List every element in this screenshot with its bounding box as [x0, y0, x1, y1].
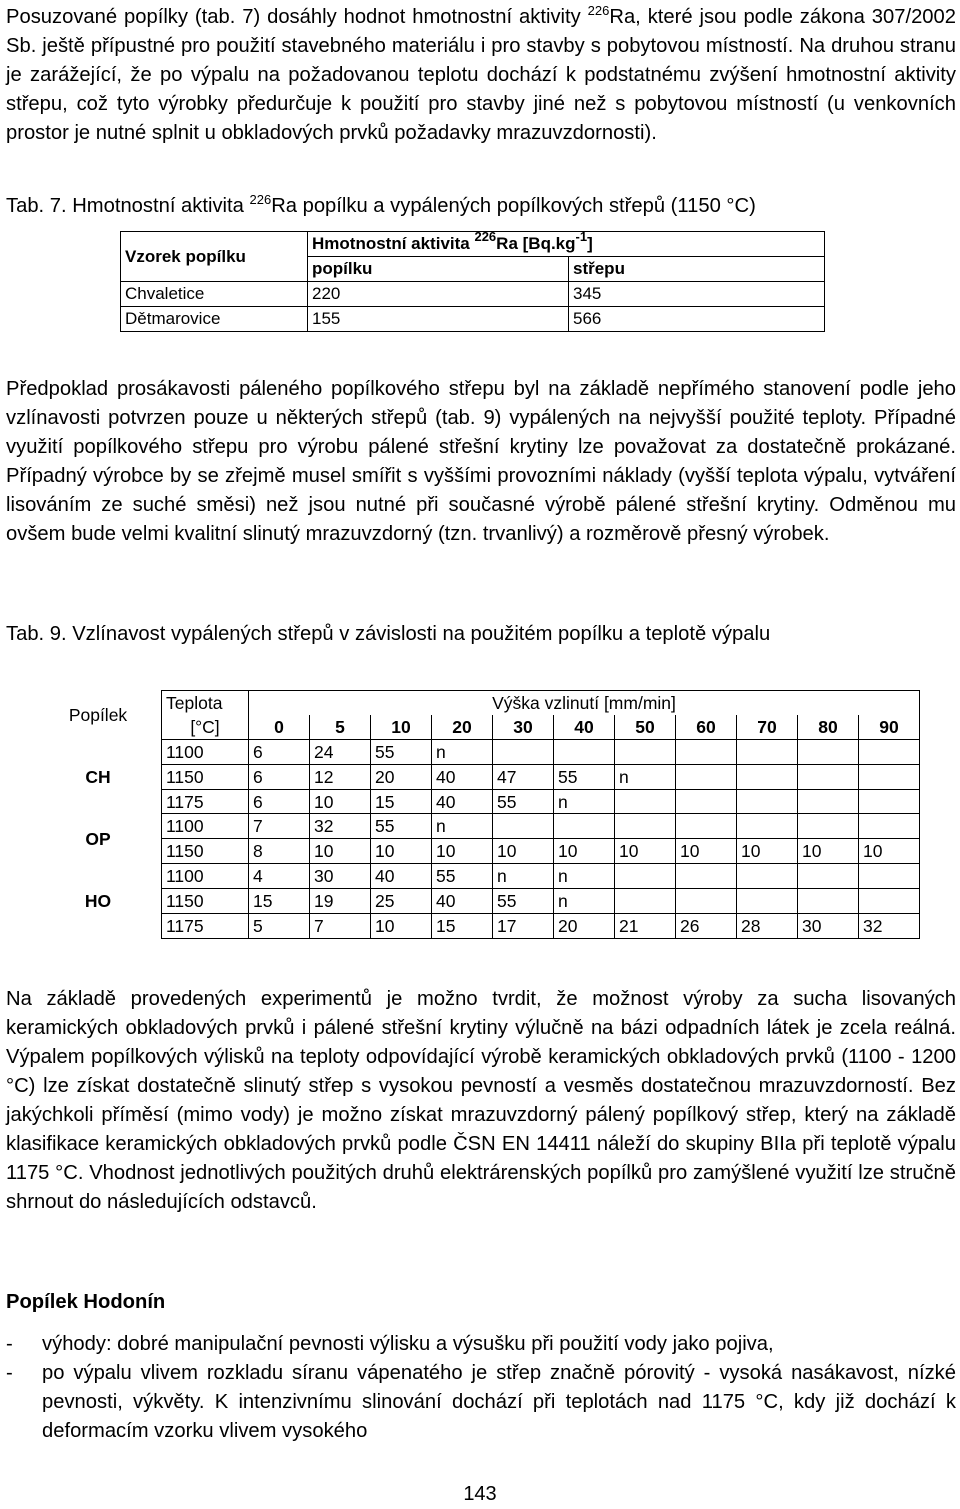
temp-cell: 1175: [162, 789, 249, 814]
list-item: - výhody: dobré manipulační pevnosti výlisku a výsušku při použití vody jako pojiva,: [6, 1330, 956, 1359]
value-cell: 10: [676, 839, 737, 864]
header-activity: Hmotnostní aktivita $^{226}$Ra $[Bq.kg^{-1}]$: [308, 232, 825, 257]
row-shard: 566: [569, 307, 825, 332]
value-cell: n: [554, 789, 615, 814]
value-cell: [615, 789, 676, 814]
value-cell: 17: [493, 914, 554, 939]
value-cell: 10: [310, 839, 371, 864]
temp-cell: 1100: [162, 864, 249, 889]
value-cell: 20: [371, 764, 432, 789]
value-cell: 28: [737, 914, 798, 939]
value-cell: [493, 814, 554, 839]
value-cell: 8: [249, 839, 310, 864]
value-cell: [737, 889, 798, 914]
row-name: Dětmarovice: [121, 307, 308, 332]
value-cell: 25: [371, 889, 432, 914]
value-cell: 30: [798, 914, 859, 939]
value-cell: 55: [371, 814, 432, 839]
table9-caption: Tab. 9. Vzlínavost vypálených střepů v závislosti na použitém popílku a teplotě výpalu: [6, 623, 771, 645]
time-col: 30: [493, 715, 554, 739]
temp-cell: 1100: [162, 814, 249, 839]
temp-cell: 1150: [162, 889, 249, 914]
table-row: [35, 839, 920, 864]
temp-cell: 1150: [162, 839, 249, 864]
time-col: 5: [310, 715, 371, 739]
value-cell: [615, 864, 676, 889]
time-col: 60: [676, 715, 737, 739]
capillarity-table: [35, 690, 920, 939]
value-cell: n: [432, 814, 493, 839]
value-cell: 15: [371, 789, 432, 814]
table7-caption: Tab. 7. Hmotnostní aktivita $^{226}$Ra popílku a vypálených popílkových střepů (1150 °C): [6, 192, 756, 217]
value-cell: 55: [371, 739, 432, 764]
value-cell: [859, 814, 920, 839]
value-cell: 10: [859, 839, 920, 864]
value-cell: n: [615, 764, 676, 789]
value-cell: [676, 864, 737, 889]
value-cell: 20: [554, 914, 615, 939]
value-cell: [615, 814, 676, 839]
value-cell: 10: [615, 839, 676, 864]
value-cell: [615, 889, 676, 914]
value-cell: 7: [249, 814, 310, 839]
temp-cell: 1175: [162, 914, 249, 939]
value-cell: [737, 814, 798, 839]
time-col: 70: [737, 715, 798, 739]
temp-cell: 1150: [162, 764, 249, 789]
value-cell: 10: [554, 839, 615, 864]
time-col: 80: [798, 715, 859, 739]
time-col: 10: [371, 715, 432, 739]
value-cell: [798, 814, 859, 839]
capillarity-table-body: [35, 739, 920, 938]
value-cell: [859, 739, 920, 764]
value-cell: [859, 889, 920, 914]
value-cell: [798, 739, 859, 764]
table-row: [35, 789, 920, 814]
header-temp-unit: [°C]: [162, 715, 249, 739]
value-cell: [615, 739, 676, 764]
header-sample: Vzorek popílku: [121, 232, 308, 282]
value-cell: [676, 814, 737, 839]
value-cell: n: [554, 864, 615, 889]
value-cell: 10: [737, 839, 798, 864]
value-cell: [798, 889, 859, 914]
subheader-shard: střepu: [569, 257, 825, 282]
value-cell: [676, 739, 737, 764]
table-row: [35, 739, 920, 764]
table-row: [121, 282, 825, 307]
value-cell: [798, 764, 859, 789]
page-number: 143: [463, 1483, 497, 1505]
value-cell: 40: [432, 764, 493, 789]
table-row: [35, 764, 920, 789]
value-cell: 10: [798, 839, 859, 864]
time-col: 40: [554, 715, 615, 739]
header-ash: Popílek: [68, 704, 128, 725]
table-row: [35, 889, 920, 914]
value-cell: [737, 739, 798, 764]
value-cell: 6: [249, 739, 310, 764]
section-heading: Popílek Hodonín: [6, 1291, 166, 1313]
row-name: Chvaletice: [121, 282, 308, 307]
value-cell: [554, 739, 615, 764]
value-cell: 15: [432, 914, 493, 939]
value-cell: 40: [432, 889, 493, 914]
value-cell: 10: [432, 839, 493, 864]
value-cell: 32: [310, 814, 371, 839]
table-row: [121, 307, 825, 332]
time-col: 90: [859, 715, 920, 739]
time-col: 0: [249, 715, 310, 739]
value-cell: 10: [310, 789, 371, 814]
value-cell: 40: [371, 864, 432, 889]
value-cell: [737, 789, 798, 814]
value-cell: [859, 764, 920, 789]
value-cell: 5: [249, 914, 310, 939]
value-cell: n: [554, 889, 615, 914]
value-cell: 12: [310, 764, 371, 789]
activity-table: [120, 231, 825, 332]
paragraph-3: Na základě provedených experimentů je možno tvrdit, že možnost výroby za sucha lisovaných keramických obkladových prvků i pálené střešní krytiny výlučně na bázi odpadních látek je zcela reálná. Výpalem popílkových výlisků na teploty odpovídající výrobě keramických obkladových prvků (1100 - 1200 °C) lze získat dostatečně slinutý střep s vysokou pevností a vesměs dostatečnou mrazuvzdorností. Bez jakýchkoli příměsí (mimo vody) je možno získat mrazuvzdorný pálený popílkový střep, který na základě klasifikace keramických obkladových prvků podle ČSN EN 14411 náleží do skupiny BIIa při teplotě výpalu 1175 °C. Vhodnost jednotlivých použitých druhů elektrárenských popílků pro zamýšlené využití lze stručně shrnout do následujících odstavců.: [6, 988, 956, 1213]
value-cell: [554, 814, 615, 839]
value-cell: 32: [859, 914, 920, 939]
value-cell: 55: [493, 889, 554, 914]
value-cell: [859, 864, 920, 889]
value-cell: [676, 889, 737, 914]
group-label: HO: [35, 864, 162, 939]
time-col: 50: [615, 715, 676, 739]
intro-paragraph: Posuzované popílky (tab. 7) dosáhly hodnot hmotnostní aktivity $^{226}$Ra, které jsou podle zákona 307/2002 Sb. ještě přípustné pro použití stavebného materiálu i pro stavby s pobytovou místností. Na druhou stranu je zarážející, že po výpalu na požadovanou teplotu dochází k podstatnému zvýšení hmotnostní aktivity střepu, což tyto výrobky předurčuje k použití pro stavby jiné než s pobytovou místností (u venkovních prostor je nutné splnit u obkladových prvků požadavky mrazuvzdornosti).: [6, 3, 956, 144]
value-cell: 26: [676, 914, 737, 939]
temp-cell: 1100: [162, 739, 249, 764]
row-ash: 155: [308, 307, 569, 332]
value-cell: [737, 864, 798, 889]
value-cell: 7: [310, 914, 371, 939]
value-cell: 55: [493, 789, 554, 814]
value-cell: [798, 789, 859, 814]
value-cell: 6: [249, 764, 310, 789]
value-cell: 24: [310, 739, 371, 764]
value-cell: 55: [554, 764, 615, 789]
table-row: [35, 914, 920, 939]
row-ash: 220: [308, 282, 569, 307]
value-cell: n: [432, 739, 493, 764]
subheader-ash: popílku: [308, 257, 569, 282]
value-cell: 4: [249, 864, 310, 889]
value-cell: 21: [615, 914, 676, 939]
table-row: [35, 814, 920, 839]
value-cell: 19: [310, 889, 371, 914]
group-label: CH: [35, 739, 162, 814]
value-cell: n: [493, 864, 554, 889]
value-cell: 30: [310, 864, 371, 889]
value-cell: [859, 789, 920, 814]
value-cell: [676, 764, 737, 789]
value-cell: [737, 764, 798, 789]
row-shard: 345: [569, 282, 825, 307]
table-row: [35, 864, 920, 889]
header-height: Výška vzlinutí [mm/min]: [249, 691, 920, 715]
value-cell: [493, 739, 554, 764]
value-cell: 10: [371, 914, 432, 939]
group-label: OP: [35, 814, 162, 864]
list-item: - po výpalu vlivem rozkladu síranu vápenatého je střep značně pórovitý - vysoká nasákavost, nízké pevnosti, výkvěty. K intenzivnímu slinování dochází při teplotách nad 1175 °C, kdy již dochází k deformacím vzorku vlivem vysokého: [6, 1359, 956, 1446]
value-cell: [798, 864, 859, 889]
value-cell: 40: [432, 789, 493, 814]
value-cell: [676, 789, 737, 814]
time-col: 20: [432, 715, 493, 739]
bullet-list: [6, 1330, 956, 1446]
value-cell: 6: [249, 789, 310, 814]
value-cell: 10: [371, 839, 432, 864]
paragraph-2: Předpoklad prosákavosti páleného popílkového střepu byl na základě nepřímého stanovení podle jeho vzlínavosti potvrzen pouze u některých střepů (tab. 9) vypálených na nejvyšší použité teploty. Případné využití popílkového střepu pro výrobu pálené střešní krytiny lze považovat za dostatečně prokázané. Případný výrobce by se zřejmě musel smířit s vyššími provozními náklady (vyšší teplota výpalu, vytváření lisováním ze suché směsi) než jsou nutné při současné výrobě pálené střešní krytiny. Odměnou mu ovšem bude velmi kvalitní slinutý mrazuvzdorný (tzn. trvanlivý) a rozměrově přesný výrobek.: [6, 378, 956, 545]
value-cell: 55: [432, 864, 493, 889]
value-cell: 47: [493, 764, 554, 789]
value-cell: 10: [493, 839, 554, 864]
value-cell: 15: [249, 889, 310, 914]
header-temp: Teplota: [162, 691, 249, 715]
